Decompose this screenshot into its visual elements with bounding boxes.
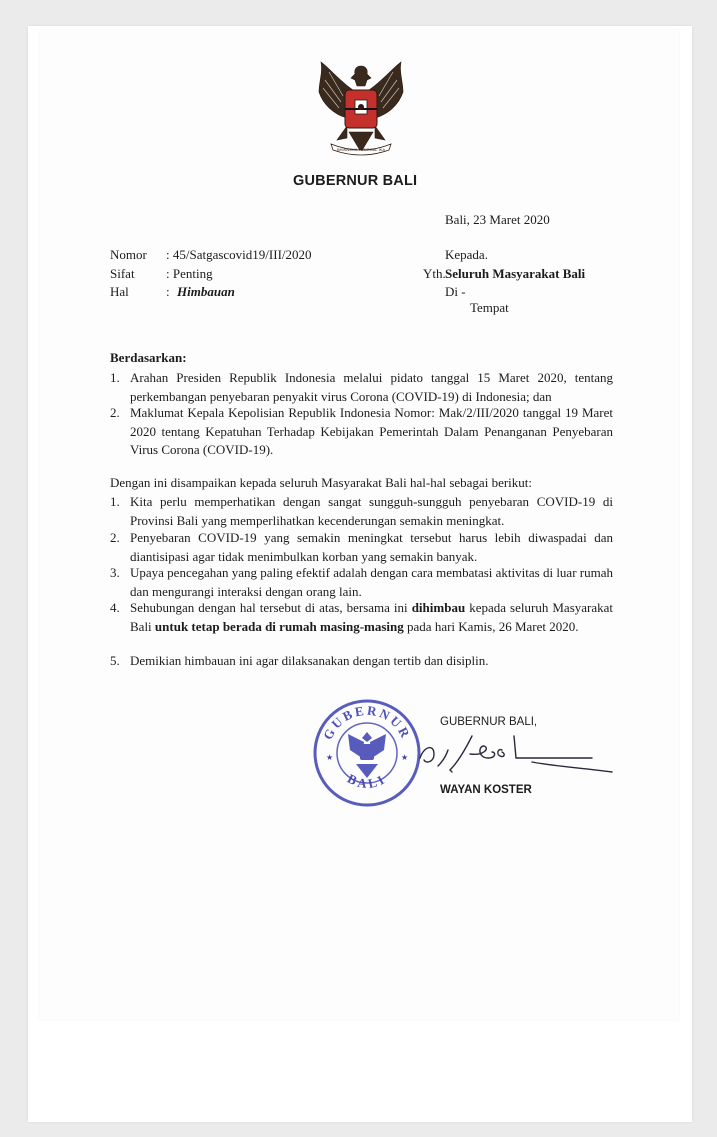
sifat-value: : Penting: [166, 266, 213, 281]
garuda-emblem-icon: [307, 56, 415, 158]
basis-number: 1.: [110, 370, 120, 385]
official-stamp-icon: [312, 698, 422, 808]
point-emphasis: dihimbau: [411, 600, 466, 615]
basis-heading: Berdasarkan:: [110, 350, 187, 365]
yth-label: Yth.: [423, 266, 446, 281]
basis-item: Arahan Presiden Republik Indonesia melalui pidato tanggal 15 Maret 2020, tentang perkembangan penyebaran penyakit virus Corona (COVID-19) di Indonesia; dan: [130, 370, 613, 404]
hal-colon: :: [166, 284, 170, 299]
point-text: kepada seluruh Masyarakat Bali: [130, 600, 613, 634]
point-emphasis: untuk tetap berada di rumah masing-masing: [154, 618, 404, 634]
sifat-label: Sifat: [110, 266, 135, 281]
stamp-bottom-text: BALI: [344, 770, 390, 792]
point-item: Upaya pencegahan yang paling efektif adalah dengan cara membatasi aktivitas di luar rumah dan mengurangi interaksi dengan orang lain.: [130, 565, 613, 599]
emblem-motto: BHINNEKA TUNGGAL IKA: [337, 147, 386, 152]
intro-text: Dengan ini disampaikan kepada seluruh Masyarakat Bali hal-hal sebagai berikut:: [110, 475, 532, 490]
basis-number: 2.: [110, 405, 120, 420]
point-text: pada hari Kamis, 26 Maret 2020.: [407, 618, 579, 634]
point-number: 3.: [110, 565, 120, 580]
point-item: Penyebaran COVID-19 yang semakin meningkat tersebut harus lebih diwaspadai dan diantisipasi agar tidak menimbulkan korban yang semakin banyak.: [130, 530, 613, 564]
point-item: [130, 599, 613, 636]
point-number: 1.: [110, 494, 120, 509]
letterhead-title: GUBERNUR BALI: [293, 173, 418, 189]
point-number: 2.: [110, 530, 120, 545]
basis-item: Maklumat Kepala Kepolisian Republik Indonesia Nomor: Mak/2/III/2020 tanggal 19 Maret 2020 tentang Kepatuhan Terhadap Kebijakan Pemerintah Dalam Penanganan Penyebaran Virus Corona (COVID-19).: [130, 405, 613, 457]
recipient: Seluruh Masyarakat Bali: [445, 266, 586, 281]
signature-scribble: [412, 728, 617, 780]
nomor-label: Nomor: [110, 247, 147, 262]
point-text: Sehubungan dengan hal tersebut di atas, bersama ini: [130, 600, 408, 615]
nomor-value: : 45/Satgascovid19/III/2020: [166, 247, 312, 262]
point-item: Demikian himbauan ini agar dilaksanakan dengan tertib dan disiplin.: [130, 653, 489, 668]
di-label: Di -: [445, 284, 466, 299]
signatory-name: WAYAN KOSTER: [440, 784, 532, 796]
stamp-top-text: GUBERNUR: [319, 702, 415, 743]
svg-text:★: ★: [401, 753, 409, 762]
point-item: Kita perlu memperhatikan dengan sangat sungguh-sungguh penyebaran COVID-19 di Provinsi Bali yang memperlihatkan kecenderungan semakin meningkat.: [130, 494, 613, 528]
hal-label: Hal: [110, 284, 129, 299]
svg-text:★: ★: [326, 753, 334, 762]
kepada-label: Kepada.: [445, 247, 488, 262]
signatory-role: GUBERNUR BALI,: [440, 716, 538, 728]
tempat-label: Tempat: [470, 300, 509, 315]
hal-value: Himbauan: [177, 284, 235, 299]
point-number: 5.: [110, 653, 120, 668]
point-number: 4.: [110, 600, 120, 615]
date-line: Bali, 23 Maret 2020: [445, 212, 550, 227]
